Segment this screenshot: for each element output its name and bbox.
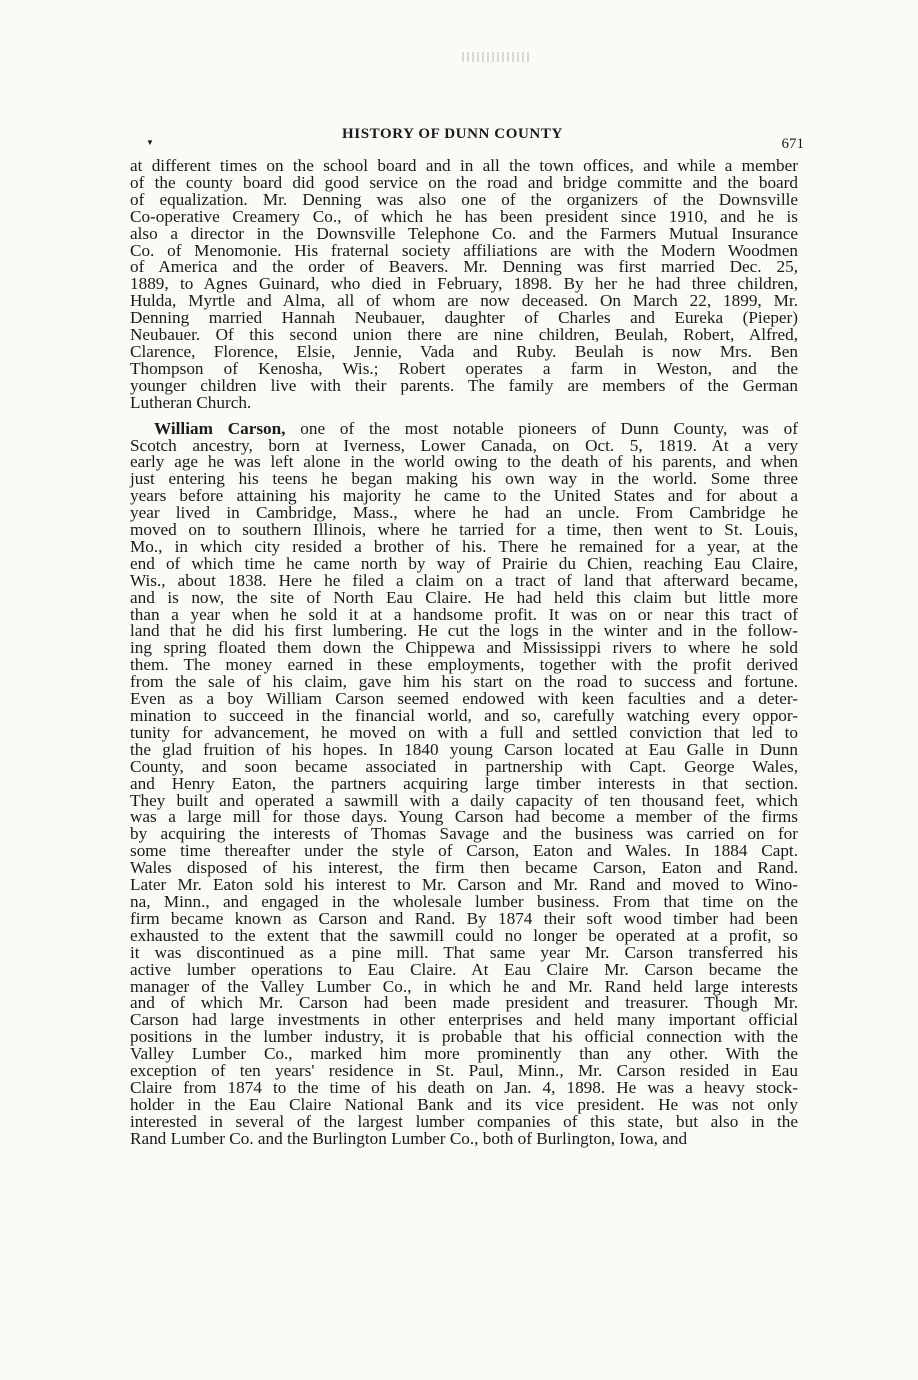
text-line: by acquiring the interests of Thomas Savage and the business was carried on for (130, 824, 798, 844)
text-line: mination to succeed in the financial world, and so, carefully watching every oppor- (130, 706, 798, 725)
text-line: na, Minn., and engaged in the wholesale lumber business. From that time on the (130, 891, 798, 911)
text-line: positions in the lumber industry, it is probable that his official connection with the (130, 1027, 798, 1047)
text-line: 1889, to Agnes Guinard, who died in February, 1898. By her he had three children, (130, 274, 798, 294)
text-line: of America and the order of Beavers. Mr. Denning was first married Dec. 25, (130, 257, 798, 277)
text-line: Wis., about 1838. Here he filed a claim on a tract of land that afterward became, (130, 570, 798, 590)
text-line: end of which time he came north by way of Prairie du Chien, reaching Eau Claire, (130, 553, 798, 573)
text-line: and is now, the site of North Eau Claire. He had held this claim but little more (130, 587, 798, 607)
text-line: younger children live with their parents. The family are members of the German (130, 375, 798, 395)
body-text (130, 158, 798, 1148)
text-line: Mo., in which city resided a brother of his. There he remained for a year, at the (130, 536, 798, 556)
text-line: at different times on the school board and in all the town offices, and while a member (130, 156, 798, 175)
text-line: and Henry Eaton, the partners acquiring large timber interests in that section. (130, 773, 798, 793)
text-line: also a director in the Downsville Telephone Co. and the Farmers Mutual Insurance (130, 223, 798, 243)
text-line: years before attaining his majority he came to the United States and for about a (130, 486, 798, 506)
text-line: Thompson of Kenosha, Wis.; Robert operates a farm in Weston, and the (130, 358, 798, 378)
text-line: firm became known as Carson and Rand. By 1874 their soft wood timber had been (130, 908, 798, 928)
text-line: Co-operative Creamery Co., of which he has been president since 1910, and he is (130, 206, 798, 226)
paragraph-denning (130, 158, 798, 412)
text-line: just entering his teens he began making his own way in the world. Some three (130, 469, 798, 489)
text-line: County, and soon became associated in partnership with Capt. George Wales, (130, 756, 798, 776)
text-line: Co. of Menomonie. His fraternal society affiliations are with the Modern Woodmen (130, 240, 798, 260)
text-line (130, 418, 798, 438)
text-line: holder in the Eau Claire National Bank and its vice president. He was not only (130, 1094, 798, 1114)
text-line: them. The money earned in these employments, together with the profit derived (130, 655, 798, 675)
text-line: than a year when he sold it at a handsome profit. It was on or near this tract of (130, 604, 798, 624)
text-line: Wales disposed of his interest, the firm then became Carson, Eaton and Rand. (130, 858, 798, 878)
text-line: manager of the Valley Lumber Co., in which he and Mr. Rand held large interests (130, 976, 798, 996)
text-line: year lived in Cambridge, Mass., where he had an uncle. From Cambridge he (130, 503, 798, 523)
text-line: Denning married Hannah Neubauer, daughter of Charles and Eureka (Pieper) (130, 308, 798, 328)
text-line: from the sale of his claim, gave him his start on the road to success and fortune. (130, 672, 798, 692)
running-head: HISTORY OF DUNN COUNTY (342, 126, 563, 142)
text-line: ing spring floated them down the Chippewa and Mississippi rivers to where he sold (130, 638, 798, 658)
subject-name: William Carson, (154, 418, 286, 438)
text-line: tunity for advancement, he moved on with a full and settled conviction that led to (130, 722, 798, 742)
text-line: They built and operated a sawmill with a daily capacity of ten thousand feet, which (130, 790, 798, 810)
text-line: some time thereafter under the style of Carson, Eaton and Wales. In 1884 Capt. (130, 841, 798, 861)
text-line: of the county board did good service on the road and bridge committe and the board (130, 172, 798, 192)
stray-mark: ▼ (146, 138, 154, 147)
text-line: Valley Lumber Co., marked him more prominently than any other. With the (130, 1044, 798, 1064)
first-line-text: one of the most notable pioneers of Dunn County, was of (285, 418, 798, 438)
page-header (130, 126, 810, 156)
text-line: exhausted to the extent that the sawmill could no longer be operated at a profit, so (130, 925, 798, 945)
text-line: of equalization. Mr. Denning was also one of the organizers of the Downsville (130, 189, 798, 209)
text-line: Claire from 1874 to the time of his death on Jan. 4, 1898. He was a heavy stock- (130, 1077, 798, 1097)
text-line: it was discontinued as a pine mill. That same year Mr. Carson transferred his (130, 942, 798, 962)
text-line: active lumber operations to Eau Claire. At Eau Claire Mr. Carson became the (130, 959, 798, 979)
text-line: Clarence, Florence, Elsie, Jennie, Vada and Ruby. Beulah is now Mrs. Ben (130, 341, 798, 361)
scan-artifact (462, 52, 532, 62)
text-line: and of which Mr. Carson had been made president and treasurer. Though Mr. (130, 993, 798, 1013)
text-line: Lutheran Church. (130, 392, 252, 412)
text-line: early age he was left alone in the world owing to the death of his parents, and when (130, 452, 798, 472)
text-line: the glad fruition of his hopes. In 1840 young Carson located at Eau Galle in Dunn (130, 739, 798, 759)
text-line: moved on to southern Illinois, where he tarried for a time, then went to St. Louis, (130, 520, 798, 540)
text-line: Hulda, Myrtle and Alma, all of whom are now deceased. On March 22, 1899, Mr. (130, 291, 798, 311)
text-line: Neubauer. Of this second union there are nine children, Beulah, Robert, Alfred, (130, 325, 798, 345)
text-line: exception of ten years' residence in St. Paul, Minn., Mr. Carson resided in Eau (130, 1061, 798, 1081)
text-line: Even as a boy William Carson seemed endowed with keen faculties and a deter- (130, 689, 798, 709)
text-line: land that he did his first lumbering. He cut the logs in the winter and in the follow- (130, 621, 798, 641)
text-line: Later Mr. Eaton sold his interest to Mr. Carson and Mr. Rand and moved to Wino- (130, 875, 798, 895)
page-number: 671 (781, 136, 804, 152)
text-line: Scotch ancestry, born at Iverness, Lower Canada, on Oct. 5, 1819. At a very (130, 435, 798, 455)
text-line: was a large mill for those days. Young Carson had become a member of the firms (130, 807, 798, 827)
text-line: Rand Lumber Co. and the Burlington Lumber Co., both of Burlington, Iowa, and (130, 1128, 688, 1148)
text-line: Carson had large investments in other enterprises and held many important official (130, 1010, 798, 1030)
text-line: interested in several of the largest lumber companies of this state, but also in the (130, 1111, 798, 1131)
paragraph-william-carson (130, 418, 798, 1148)
